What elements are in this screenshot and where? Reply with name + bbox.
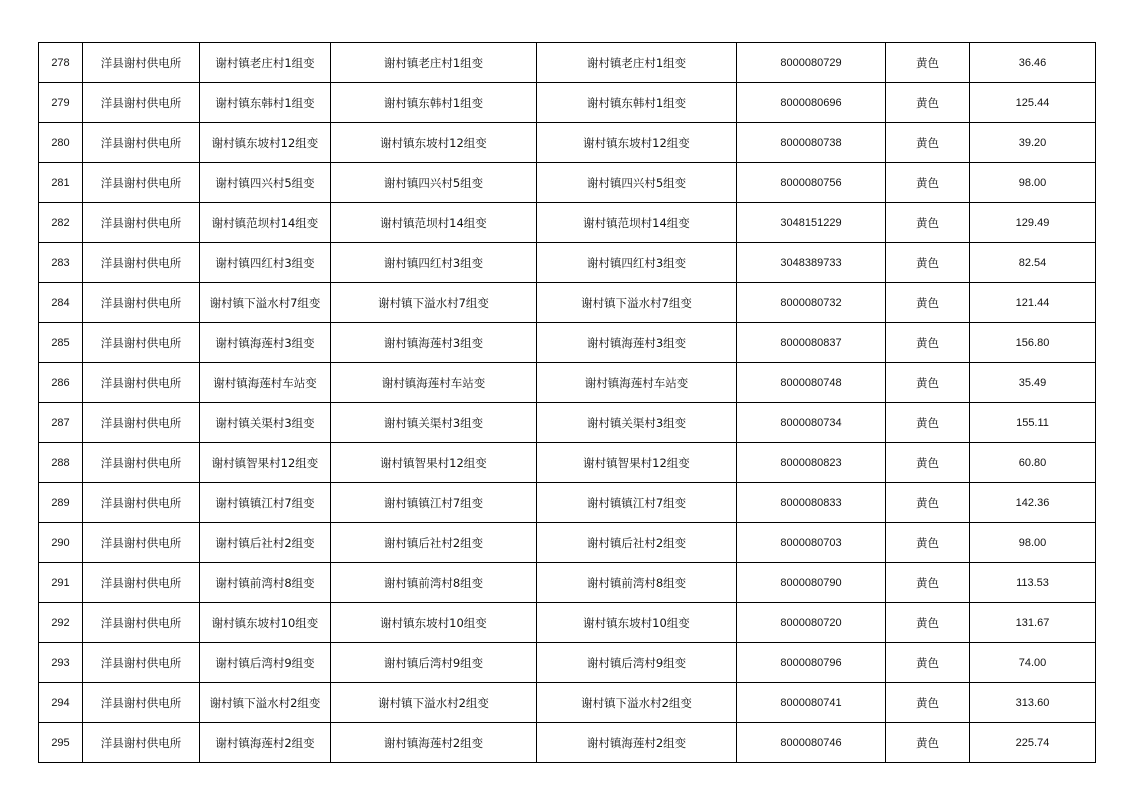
value-cell: 131.67: [970, 603, 1096, 643]
table-row: [39, 483, 1096, 523]
value-cell: 98.00: [970, 523, 1096, 563]
table-row: [39, 683, 1096, 723]
table-row: [39, 443, 1096, 483]
table-row: [39, 723, 1096, 763]
line-name-cell: 谢村镇关渠村3组变: [537, 403, 737, 443]
warning-level-cell: 黄色: [886, 323, 970, 363]
table-row: [39, 643, 1096, 683]
value-cell: 98.00: [970, 163, 1096, 203]
substation-cell: 谢村镇东韩村1组变: [200, 83, 331, 123]
supply-office-cell: 洋县谢村供电所: [83, 643, 200, 683]
row-number-cell: 287: [39, 403, 83, 443]
value-cell: 113.53: [970, 563, 1096, 603]
value-cell: 39.20: [970, 123, 1096, 163]
table-row: [39, 403, 1096, 443]
value-cell: 142.36: [970, 483, 1096, 523]
line-name-cell: 谢村镇东坡村10组变: [537, 603, 737, 643]
line-name-cell: 谢村镇四红村3组变: [537, 243, 737, 283]
line-name-cell: 谢村镇老庄村1组变: [537, 43, 737, 83]
warning-level-cell: 黄色: [886, 523, 970, 563]
line-name-cell: 谢村镇镇江村7组变: [537, 483, 737, 523]
row-number-cell: 282: [39, 203, 83, 243]
substation-cell: 谢村镇东坡村12组变: [200, 123, 331, 163]
row-number-cell: 294: [39, 683, 83, 723]
substation-cell: 谢村镇关渠村3组变: [200, 403, 331, 443]
supply-office-cell: 洋县谢村供电所: [83, 323, 200, 363]
supply-office-cell: 洋县谢村供电所: [83, 563, 200, 603]
row-number-cell: 295: [39, 723, 83, 763]
row-number-cell: 290: [39, 523, 83, 563]
supply-office-cell: 洋县谢村供电所: [83, 163, 200, 203]
value-cell: 125.44: [970, 83, 1096, 123]
asset-id-cell: 8000080748: [737, 363, 886, 403]
supply-office-cell: 洋县谢村供电所: [83, 43, 200, 83]
transformer-name-cell: 谢村镇下溢水村7组变: [331, 283, 537, 323]
substation-cell: 谢村镇后湾村9组变: [200, 643, 331, 683]
asset-id-cell: 8000080729: [737, 43, 886, 83]
line-name-cell: 谢村镇下溢水村7组变: [537, 283, 737, 323]
table-row: [39, 363, 1096, 403]
asset-id-cell: 8000080837: [737, 323, 886, 363]
line-name-cell: 谢村镇后湾村9组变: [537, 643, 737, 683]
warning-level-cell: 黄色: [886, 443, 970, 483]
asset-id-cell: 8000080738: [737, 123, 886, 163]
transformer-name-cell: 谢村镇四红村3组变: [331, 243, 537, 283]
supply-office-cell: 洋县谢村供电所: [83, 483, 200, 523]
value-cell: 225.74: [970, 723, 1096, 763]
data-table: [38, 42, 1096, 763]
supply-office-cell: 洋县谢村供电所: [83, 363, 200, 403]
substation-cell: 谢村镇海莲村3组变: [200, 323, 331, 363]
value-cell: 313.60: [970, 683, 1096, 723]
row-number-cell: 293: [39, 643, 83, 683]
row-number-cell: 289: [39, 483, 83, 523]
warning-level-cell: 黄色: [886, 603, 970, 643]
asset-id-cell: 8000080796: [737, 643, 886, 683]
transformer-name-cell: 谢村镇海莲村2组变: [331, 723, 537, 763]
asset-id-cell: 8000080696: [737, 83, 886, 123]
asset-id-cell: 8000080741: [737, 683, 886, 723]
substation-cell: 谢村镇四红村3组变: [200, 243, 331, 283]
table-body: [39, 43, 1096, 763]
asset-id-cell: 8000080823: [737, 443, 886, 483]
warning-level-cell: 黄色: [886, 43, 970, 83]
row-number-cell: 292: [39, 603, 83, 643]
line-name-cell: 谢村镇东坡村12组变: [537, 123, 737, 163]
line-name-cell: 谢村镇海莲村2组变: [537, 723, 737, 763]
warning-level-cell: 黄色: [886, 203, 970, 243]
transformer-name-cell: 谢村镇老庄村1组变: [331, 43, 537, 83]
substation-cell: 谢村镇智果村12组变: [200, 443, 331, 483]
value-cell: 129.49: [970, 203, 1096, 243]
line-name-cell: 谢村镇范坝村14组变: [537, 203, 737, 243]
asset-id-cell: 3048389733: [737, 243, 886, 283]
warning-level-cell: 黄色: [886, 163, 970, 203]
asset-id-cell: 3048151229: [737, 203, 886, 243]
asset-id-cell: 8000080790: [737, 563, 886, 603]
value-cell: 36.46: [970, 43, 1096, 83]
table-row: [39, 523, 1096, 563]
line-name-cell: 谢村镇海莲村3组变: [537, 323, 737, 363]
table-row: [39, 563, 1096, 603]
warning-level-cell: 黄色: [886, 283, 970, 323]
warning-level-cell: 黄色: [886, 363, 970, 403]
line-name-cell: 谢村镇海莲村车站变: [537, 363, 737, 403]
line-name-cell: 谢村镇下溢水村2组变: [537, 683, 737, 723]
table-row: [39, 283, 1096, 323]
transformer-name-cell: 谢村镇智果村12组变: [331, 443, 537, 483]
table-row: [39, 203, 1096, 243]
line-name-cell: 谢村镇智果村12组变: [537, 443, 737, 483]
supply-office-cell: 洋县谢村供电所: [83, 683, 200, 723]
transformer-name-cell: 谢村镇东韩村1组变: [331, 83, 537, 123]
value-cell: 155.11: [970, 403, 1096, 443]
substation-cell: 谢村镇海莲村2组变: [200, 723, 331, 763]
table-row: [39, 83, 1096, 123]
row-number-cell: 286: [39, 363, 83, 403]
substation-cell: 谢村镇后社村2组变: [200, 523, 331, 563]
warning-level-cell: 黄色: [886, 123, 970, 163]
value-cell: 156.80: [970, 323, 1096, 363]
supply-office-cell: 洋县谢村供电所: [83, 123, 200, 163]
table-row: [39, 603, 1096, 643]
supply-office-cell: 洋县谢村供电所: [83, 443, 200, 483]
asset-id-cell: 8000080734: [737, 403, 886, 443]
supply-office-cell: 洋县谢村供电所: [83, 523, 200, 563]
supply-office-cell: 洋县谢村供电所: [83, 83, 200, 123]
row-number-cell: 283: [39, 243, 83, 283]
warning-level-cell: 黄色: [886, 243, 970, 283]
supply-office-cell: 洋县谢村供电所: [83, 723, 200, 763]
line-name-cell: 谢村镇四兴村5组变: [537, 163, 737, 203]
substation-cell: 谢村镇下溢水村2组变: [200, 683, 331, 723]
line-name-cell: 谢村镇东韩村1组变: [537, 83, 737, 123]
warning-level-cell: 黄色: [886, 483, 970, 523]
asset-id-cell: 8000080703: [737, 523, 886, 563]
line-name-cell: 谢村镇后社村2组变: [537, 523, 737, 563]
supply-office-cell: 洋县谢村供电所: [83, 403, 200, 443]
asset-id-cell: 8000080833: [737, 483, 886, 523]
value-cell: 121.44: [970, 283, 1096, 323]
value-cell: 82.54: [970, 243, 1096, 283]
row-number-cell: 288: [39, 443, 83, 483]
transformer-name-cell: 谢村镇后社村2组变: [331, 523, 537, 563]
line-name-cell: 谢村镇前湾村8组变: [537, 563, 737, 603]
table-row: [39, 163, 1096, 203]
transformer-name-cell: 谢村镇下溢水村2组变: [331, 683, 537, 723]
value-cell: 74.00: [970, 643, 1096, 683]
transformer-name-cell: 谢村镇四兴村5组变: [331, 163, 537, 203]
asset-id-cell: 8000080746: [737, 723, 886, 763]
row-number-cell: 285: [39, 323, 83, 363]
substation-cell: 谢村镇镇江村7组变: [200, 483, 331, 523]
asset-id-cell: 8000080732: [737, 283, 886, 323]
row-number-cell: 291: [39, 563, 83, 603]
warning-level-cell: 黄色: [886, 83, 970, 123]
warning-level-cell: 黄色: [886, 683, 970, 723]
substation-cell: 谢村镇老庄村1组变: [200, 43, 331, 83]
transformer-name-cell: 谢村镇前湾村8组变: [331, 563, 537, 603]
transformer-name-cell: 谢村镇范坝村14组变: [331, 203, 537, 243]
table-row: [39, 243, 1096, 283]
value-cell: 35.49: [970, 363, 1096, 403]
warning-level-cell: 黄色: [886, 723, 970, 763]
row-number-cell: 278: [39, 43, 83, 83]
warning-level-cell: 黄色: [886, 403, 970, 443]
row-number-cell: 284: [39, 283, 83, 323]
transformer-name-cell: 谢村镇海莲村车站变: [331, 363, 537, 403]
row-number-cell: 280: [39, 123, 83, 163]
transformer-name-cell: 谢村镇海莲村3组变: [331, 323, 537, 363]
supply-office-cell: 洋县谢村供电所: [83, 203, 200, 243]
row-number-cell: 281: [39, 163, 83, 203]
transformer-name-cell: 谢村镇东坡村10组变: [331, 603, 537, 643]
transformer-name-cell: 谢村镇后湾村9组变: [331, 643, 537, 683]
substation-cell: 谢村镇东坡村10组变: [200, 603, 331, 643]
substation-cell: 谢村镇下溢水村7组变: [200, 283, 331, 323]
table-row: [39, 123, 1096, 163]
asset-id-cell: 8000080756: [737, 163, 886, 203]
substation-cell: 谢村镇范坝村14组变: [200, 203, 331, 243]
substation-cell: 谢村镇前湾村8组变: [200, 563, 331, 603]
transformer-name-cell: 谢村镇镇江村7组变: [331, 483, 537, 523]
transformer-name-cell: 谢村镇关渠村3组变: [331, 403, 537, 443]
supply-office-cell: 洋县谢村供电所: [83, 603, 200, 643]
asset-id-cell: 8000080720: [737, 603, 886, 643]
table-row: [39, 43, 1096, 83]
warning-level-cell: 黄色: [886, 563, 970, 603]
value-cell: 60.80: [970, 443, 1096, 483]
substation-cell: 谢村镇四兴村5组变: [200, 163, 331, 203]
warning-level-cell: 黄色: [886, 643, 970, 683]
substation-cell: 谢村镇海莲村车站变: [200, 363, 331, 403]
row-number-cell: 279: [39, 83, 83, 123]
transformer-name-cell: 谢村镇东坡村12组变: [331, 123, 537, 163]
supply-office-cell: 洋县谢村供电所: [83, 283, 200, 323]
table-row: [39, 323, 1096, 363]
supply-office-cell: 洋县谢村供电所: [83, 243, 200, 283]
